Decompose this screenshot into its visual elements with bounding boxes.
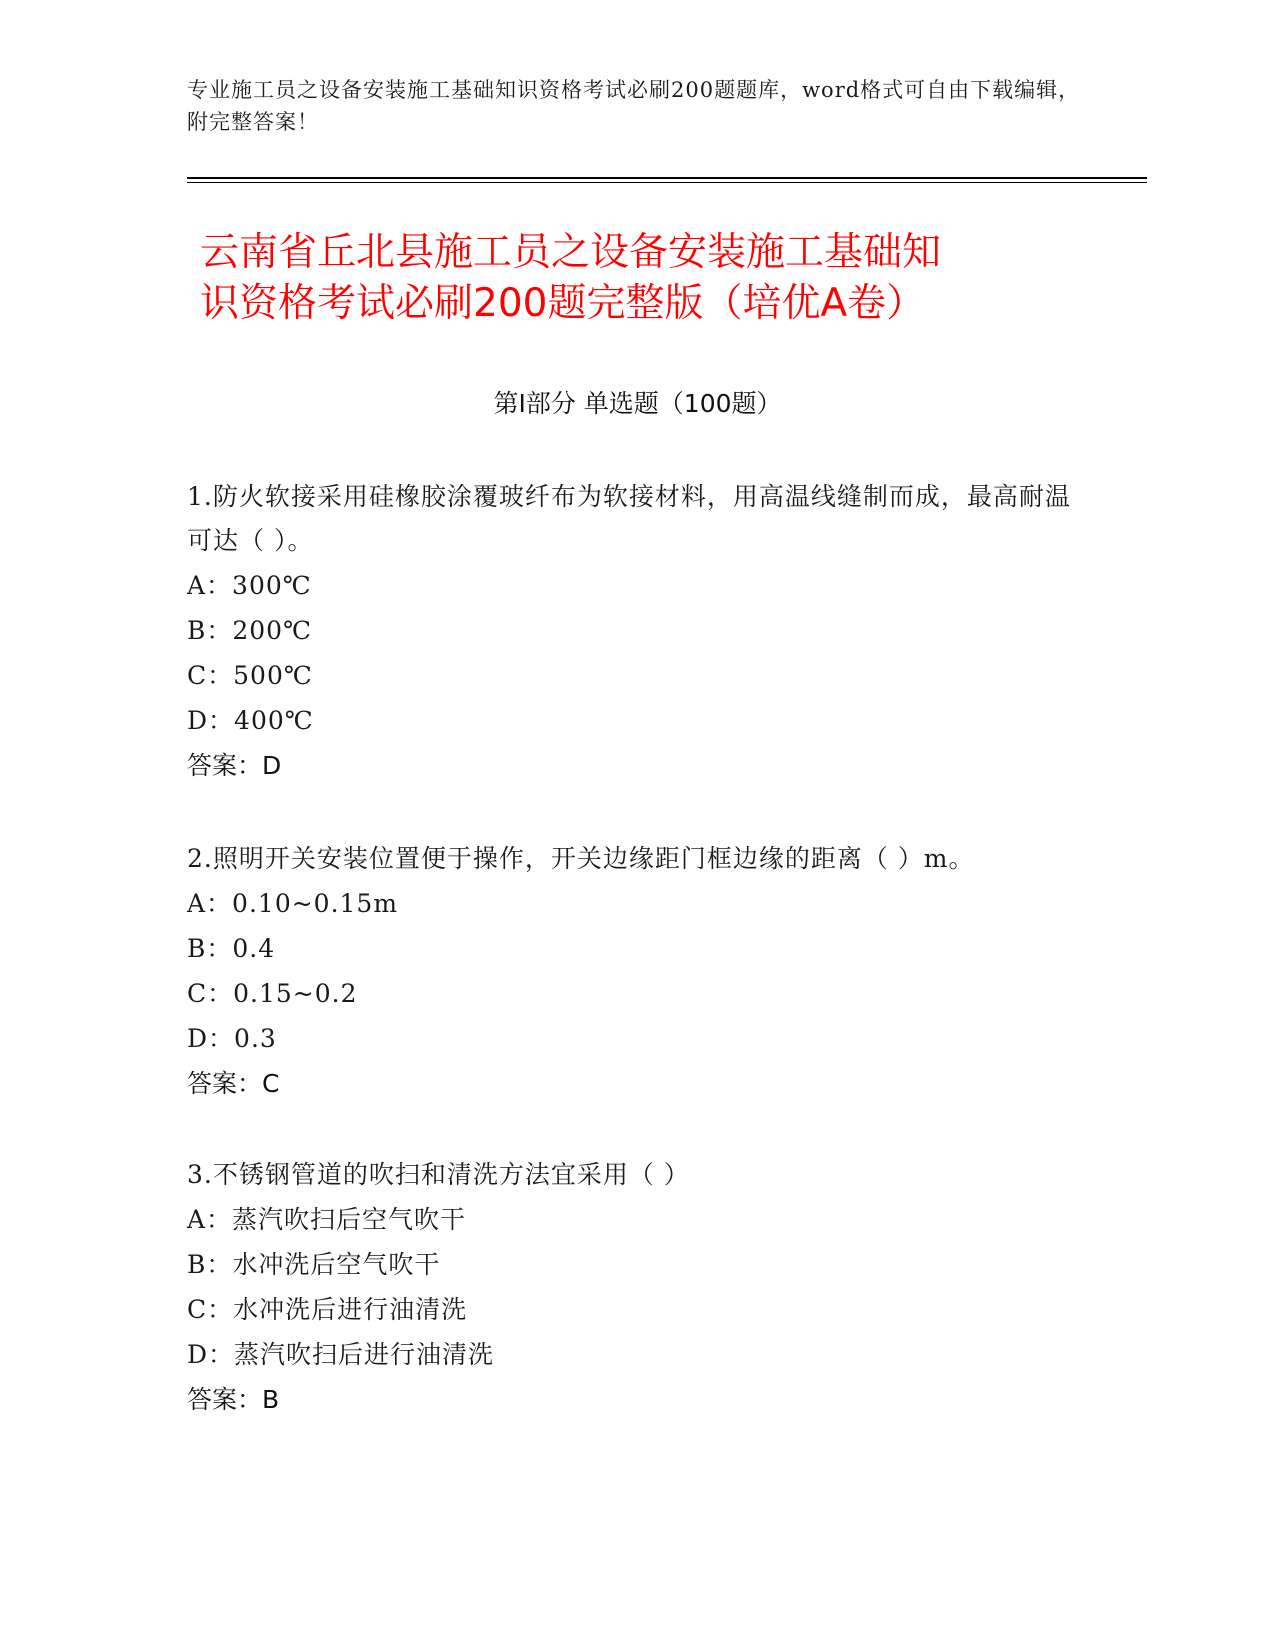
section-title: 第Ⅰ部分 单选题（100题） <box>493 389 782 418</box>
option-b: B：200℃ <box>187 616 313 645</box>
question-stem: 2.照明开关安装位置便于操作，开关边缘距门框边缘的距离（ ）m。 <box>187 844 975 873</box>
question-answer: 答案：D <box>187 751 282 780</box>
question-stem: 1.防火软接采用硅橡胶涂覆玻纤布为软接材料，用高温线缝制而成，最高耐温可达（ ）。 <box>187 482 1071 555</box>
option-d: D：蒸汽吹扫后进行油清洗 <box>187 1340 495 1369</box>
question-2 <box>187 837 1087 1106</box>
question-answer: 答案：C <box>187 1069 280 1098</box>
option-a: A：300℃ <box>187 571 312 600</box>
option-a: A：0.10~0.15m <box>187 889 399 918</box>
option-c: C：0.15~0.2 <box>187 979 358 1008</box>
option-b: B：水冲洗后空气吹干 <box>187 1250 441 1279</box>
option-b: B：0.4 <box>187 934 276 963</box>
document-title-line-2: 识资格考试必刷200题完整版（培优A卷） <box>200 281 926 326</box>
question-stem: 3.不锈钢管道的吹扫和清洗方法宜采用（ ） <box>187 1160 690 1189</box>
question-answer: 答案：B <box>187 1385 280 1414</box>
document-title <box>200 227 1120 329</box>
option-c: C：500℃ <box>187 661 313 690</box>
document-title-line-1: 云南省丘北县施工员之设备安装施工基础知 <box>200 230 942 275</box>
question-1 <box>187 475 1087 788</box>
option-c: C：水冲洗后进行油清洗 <box>187 1295 468 1324</box>
header-divider-thin <box>187 182 1147 183</box>
option-a: A：蒸汽吹扫后空气吹干 <box>187 1205 467 1234</box>
header-divider-thick <box>187 177 1147 179</box>
question-3 <box>187 1153 1087 1422</box>
option-d: D：400℃ <box>187 706 314 735</box>
option-d: D：0.3 <box>187 1024 277 1053</box>
header-note: 专业施工员之设备安装施工基础知识资格考试必刷200题题库，word格式可自由下载编辑，附完整答案！ <box>187 78 1081 134</box>
